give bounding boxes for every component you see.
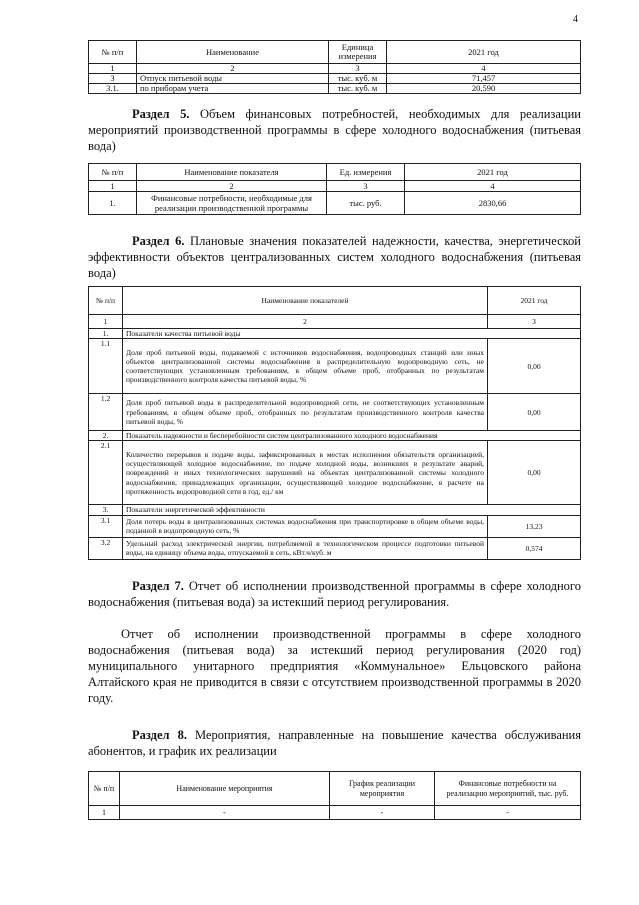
table-cell: Доля проб питьевой воды в распределительной водопроводной сети, не соответствующих установленным требованиям, в общем объеме проб, отобранных по результатам производственного контроля качества питьевой воды, % xyxy=(123,394,488,431)
table-index-row xyxy=(89,181,581,192)
header-cell: Наименование мероприятия xyxy=(120,772,330,806)
page-number: 4 xyxy=(573,14,578,25)
table-cell: 3.2 xyxy=(89,537,123,559)
table-cell: 2.1 xyxy=(89,441,123,505)
section-5-heading xyxy=(88,106,581,154)
section-5-text: Объем финансовых потребностей, необходимых для реализации мероприятий производственной программы в сфере холодного водоснабжения (питьевая вода) xyxy=(88,107,581,153)
header-cell: № п/п xyxy=(89,164,137,181)
table-row xyxy=(89,84,581,94)
table-cell: 2. xyxy=(89,431,123,441)
section-6-text: Плановые значения показателей надежности, качества, энергетической эффективности объектов централизованных систем холодного водоснабжения (питьевая вода) xyxy=(88,234,581,280)
table-cell: 1. xyxy=(89,192,137,215)
table-row xyxy=(89,515,581,537)
table-cell: Финансовые потребности, необходимые для реализации производственной программы xyxy=(137,192,327,215)
header-cell: Наименование показателя xyxy=(137,164,327,181)
table-cell: по приборам учета xyxy=(137,84,329,94)
table-cell: 1 xyxy=(89,806,120,820)
table-cell: Удельный расход электрической энергии, потребляемой в технологическом процессе подготовки питьевой воды, на единицу объема воды, отпускаемой в сеть, кВт.ч/куб. м xyxy=(123,537,488,559)
table-cell: 2 xyxy=(137,181,327,192)
table-index-row xyxy=(89,315,581,329)
header-cell: № п/п xyxy=(89,287,123,315)
table-index-row xyxy=(89,64,581,74)
table-cell: 2 xyxy=(137,64,329,74)
table-cell: 1.1 xyxy=(89,339,123,394)
table-cell: 4 xyxy=(387,64,581,74)
table-row xyxy=(89,537,581,559)
table-cell: Показатель надежности и бесперебойности систем централизованного холодного водоснабжения xyxy=(123,431,581,441)
table-cell: - xyxy=(435,806,581,820)
table-cell: тыс. куб. м xyxy=(329,84,387,94)
report-paragraph: Отчет об исполнении производственной программы в сфере холодного водоснабжения (питьевая вода) за истекший период регулирования (2020 год) муниципального унитарного предприятия «Коммунальное» Ельцовского района Алтайского края не приводится в связи с отсутствием производственной программы в 2020 году. xyxy=(88,627,581,705)
table-cell: 3 xyxy=(327,181,405,192)
table-cell: 1 xyxy=(89,315,123,329)
table-cell: 1 xyxy=(89,181,137,192)
table-cell: Количество перерывов в подаче воды, зафиксированных в местах исполнения обязательств организацией, осуществляющей холодное водоснабжение, по подаче холодной воды, возникших в результате аварий, повреждений и иных технологических нарушений на объектах централизованной системы холодного водоснабжения, принадлежащих организации, осуществляющей холодное водоснабжение, в расчете на протяженность водопроводной сети в год, ед./ км xyxy=(123,441,488,505)
table-cell: Отпуск питьевой воды xyxy=(137,74,329,84)
table-cell: - xyxy=(120,806,330,820)
table-row xyxy=(89,394,581,431)
header-cell: Наименование xyxy=(137,41,329,64)
table-cell: Показатели энергетической эффективности xyxy=(123,505,581,515)
section-8-heading xyxy=(88,727,581,759)
section-7-text: Отчет об исполнении производственной программы в сфере холодного водоснабжения (питьевая вода) за истекший период регулирования. xyxy=(88,579,581,609)
header-cell: Единица измерения xyxy=(329,41,387,64)
table-group-row xyxy=(89,505,581,515)
service-measures-table xyxy=(88,771,581,820)
header-cell: График реализации мероприятия xyxy=(330,772,435,806)
table-cell: 2830,66 xyxy=(405,192,581,215)
table-cell: 0,00 xyxy=(488,394,581,431)
section-7-label: Раздел 7. xyxy=(132,579,184,593)
table-header-row xyxy=(89,164,581,181)
table-cell: 0,574 xyxy=(488,537,581,559)
table-cell: 13,23 xyxy=(488,515,581,537)
table-cell: 1.2 xyxy=(89,394,123,431)
header-cell: 2021 год xyxy=(387,41,581,64)
table-cell: 3 xyxy=(89,74,137,84)
header-cell: Ед. измерения xyxy=(327,164,405,181)
table-row xyxy=(89,441,581,505)
table-cell: Доля проб питьевой воды, подаваемой с источников водоснабжения, водопроводных станций или иных объектов централизованной системы водоснабжения в распределительную водопроводную сеть, не соответствующих установленным требованиям, в общем объеме проб, отобранных по результатам производственного контроля качества питьевой воды, % xyxy=(123,339,488,394)
table-row xyxy=(89,806,581,820)
section-6-heading xyxy=(88,233,581,281)
header-cell: № п/п xyxy=(89,41,137,64)
table-cell: 3 xyxy=(329,64,387,74)
section-8-text: Мероприятия, направленные на повышение качества обслуживания абонентов, и график их реализации xyxy=(88,728,581,758)
section-5-label: Раздел 5. xyxy=(132,107,190,121)
table-cell: Показатели качества питьевой воды xyxy=(123,329,581,339)
table-cell: Доля потерь воды в централизованных системах водоснабжения при транспортировке в общем объеме воды, поданной в водопроводную сеть, % xyxy=(123,515,488,537)
section-8-label: Раздел 8. xyxy=(132,728,187,742)
table-cell: 71,457 xyxy=(387,74,581,84)
table-cell: 4 xyxy=(405,181,581,192)
header-cell: Финансовые потребности на реализацию мероприятий, тыс. руб. xyxy=(435,772,581,806)
financial-needs-table xyxy=(88,163,581,215)
table-row xyxy=(89,192,581,215)
table-group-row xyxy=(89,431,581,441)
water-supply-volume-table xyxy=(88,40,581,94)
header-cell: 2021 год xyxy=(488,287,581,315)
table-header-row xyxy=(89,41,581,64)
header-cell: 2021 год xyxy=(405,164,581,181)
indicators-table xyxy=(88,286,581,560)
table-cell: 1 xyxy=(89,64,137,74)
section-7-heading xyxy=(88,578,581,610)
header-cell: Наименование показателей xyxy=(123,287,488,315)
table-cell: 3. xyxy=(89,505,123,515)
table-group-row xyxy=(89,329,581,339)
table-cell: 3.1. xyxy=(89,84,137,94)
table-header-row xyxy=(89,772,581,806)
table-cell: 3.1 xyxy=(89,515,123,537)
table-cell: тыс. руб. xyxy=(327,192,405,215)
table-header-row xyxy=(89,287,581,315)
header-cell: № п/п xyxy=(89,772,120,806)
table-row xyxy=(89,74,581,84)
table-cell: 2 xyxy=(123,315,488,329)
table-cell: - xyxy=(330,806,435,820)
table-cell: 3 xyxy=(488,315,581,329)
table-cell: тыс. куб. м xyxy=(329,74,387,84)
table-row xyxy=(89,339,581,394)
table-cell: 0,00 xyxy=(488,339,581,394)
table-cell: 20,590 xyxy=(387,84,581,94)
section-6-label: Раздел 6. xyxy=(132,234,185,248)
table-cell: 1. xyxy=(89,329,123,339)
table-cell: 0,00 xyxy=(488,441,581,505)
